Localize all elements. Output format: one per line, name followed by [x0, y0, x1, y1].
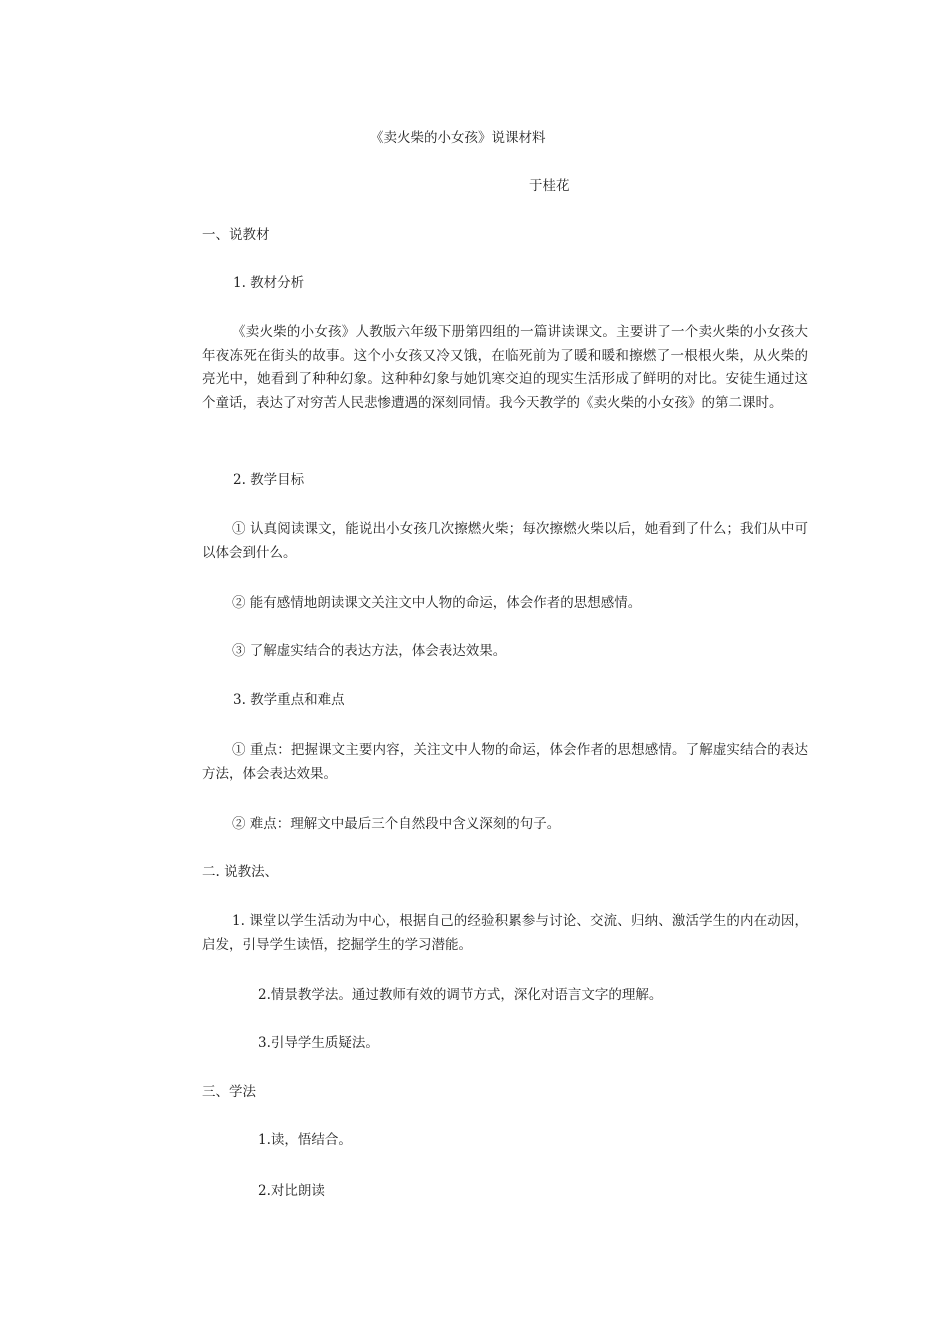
author-name: 于桂花 [529, 178, 570, 194]
section-1-2-heading: 2. 教学目标 [233, 472, 305, 488]
teaching-method-2: 2.情景教学法。通过教师有效的调节方式，深化对语言文字的理解。 [258, 987, 663, 1003]
section-1-3-heading: 3. 教学重点和难点 [233, 692, 345, 708]
document-title: 《卖火柴的小女孩》说课材料 [370, 130, 546, 146]
learning-method-2: 2.对比朗读 [258, 1183, 325, 1199]
section-2-heading: 二. 说教法、 [202, 864, 279, 880]
difficult-point-paragraph: ② 难点：理解文中最后三个自然段中含义深刻的句子。 [232, 816, 561, 832]
key-point-paragraph: ① 重点：把握课文主要内容，关注文中人物的命运，体会作者的思想感情。了解虚实结合的表达方法，体会表达效果。 [202, 742, 808, 782]
teaching-goal-1: ① 认真阅读课文，能说出小女孩几次擦燃火柴；每次擦燃火柴以后，她看到了什么；我们从中可以体会到什么。 [202, 521, 808, 561]
teaching-goal-2: ② 能有感情地朗读课文关注文中人物的命运，体会作者的思想感情。 [232, 595, 642, 611]
learning-method-1: 1.读，悟结合。 [258, 1132, 352, 1148]
textbook-analysis-paragraph: 《卖火柴的小女孩》人教版六年级下册第四组的一篇讲读课文。主要讲了一个卖火柴的小女孩大年夜冻死在街头的故事。这个小女孩又冷又饿，在临死前为了暖和暖和擦燃了一根根火柴，从火柴的亮光中，她看到了种种幻象。这种种幻象与她饥寒交迫的现实生活形成了鲜明的对比。安徒生通过这个童话，表达了对穷苦人民悲惨遭遇的深刻同情。我今天教学的《卖火柴的小女孩》的第二课时。 [202, 324, 808, 411]
teaching-goal-3: ③ 了解虚实结合的表达方法，体会表达效果。 [232, 643, 507, 659]
section-3-heading: 三、学法 [202, 1084, 256, 1100]
section-1-1-heading: 1. 教材分析 [233, 275, 305, 291]
section-1-heading: 一、说教材 [202, 227, 270, 243]
teaching-method-1: 1. 课堂以学生活动为中心，根据自己的经验积累参与讨论、交流、归纳、激活学生的内在动因，启发，引导学生读悟，挖掘学生的学习潜能。 [202, 913, 808, 953]
teaching-method-3: 3.引导学生质疑法。 [258, 1035, 379, 1051]
